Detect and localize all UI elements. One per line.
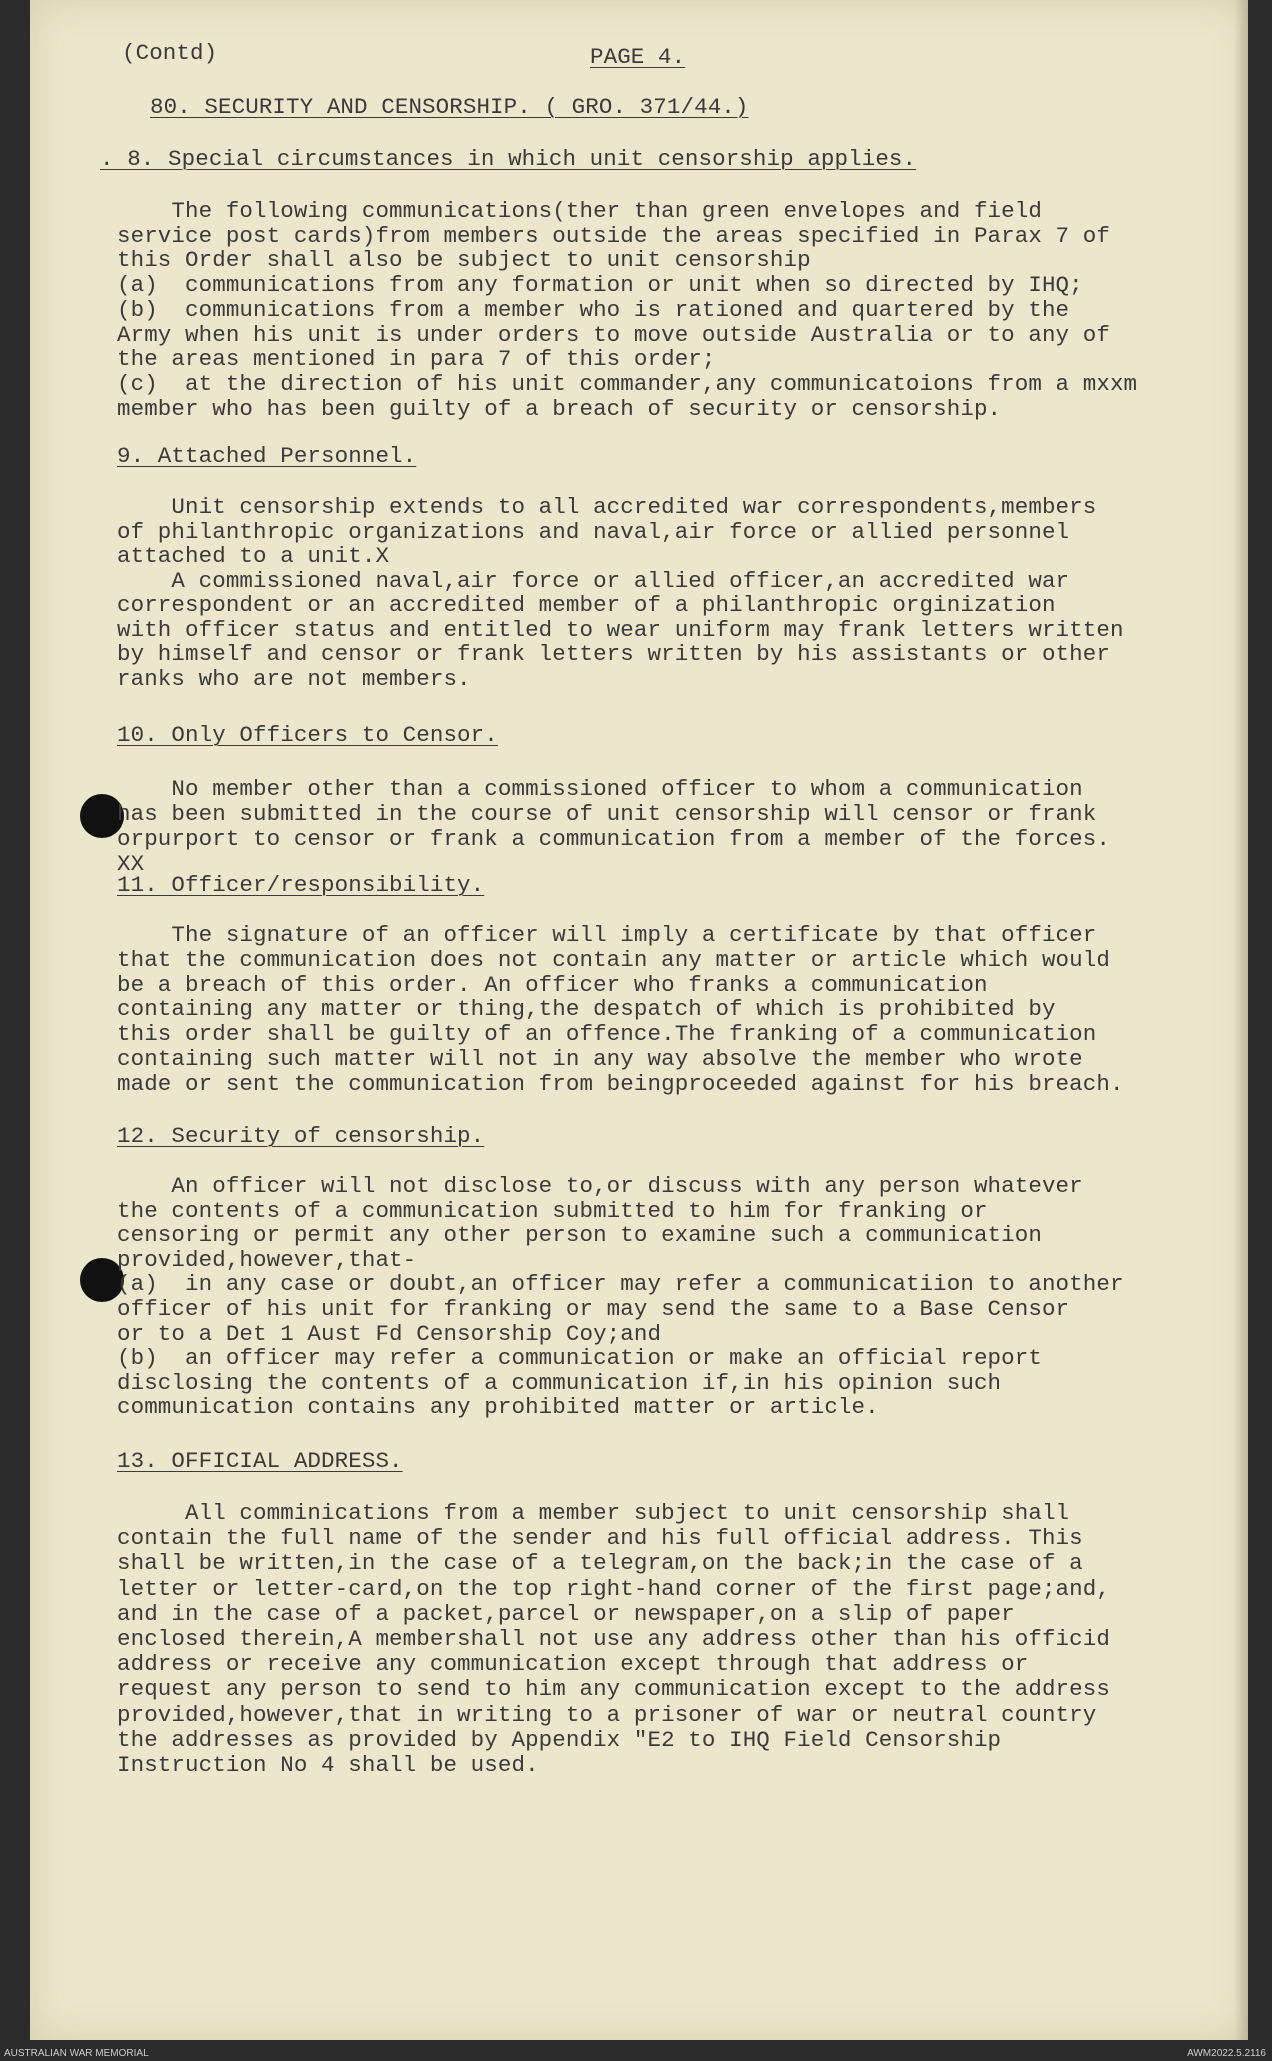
section-1-line: Army when his unit is under orders to move outside Australia or to any of [117,322,1110,348]
section-6-line: shall be written,in the case of a telegram,on the back;in the case of a [117,1550,1083,1576]
section-6-line: the addresses as provided by Appendix "E2 to IHQ Field Censorship [117,1727,1002,1753]
section-4-line: The signature of an officer will imply a certificate by that officer [117,922,1097,948]
section-1-line: this Order shall also be subject to unit censorship [117,247,811,273]
section-5-line: the contents of a communication submitted to him for franking or [117,1198,988,1224]
page-number: PAGE 4. [590,44,686,70]
section-1-line: (c) at the direction of his unit commander,any communicatoions from a mxxm [117,371,1138,397]
section-2-line: A commissioned naval,air force or allied officer,an accredited war [117,568,1070,594]
section-5-line: (a) in any case or doubt,an officer may refer a communicatiion to another [117,1271,1124,1297]
section-6-line: All comminications from a member subject to unit censorship shall [117,1500,1070,1526]
section-3-line: XX [117,851,145,877]
section-4-line: this order shall be guilty of an offence.The franking of a communication [117,1021,1097,1047]
section-5-line: censoring or permit any other person to examine such a communication [117,1222,1042,1248]
section-6-line: provided,however,that in writing to a prisoner of war or neutral country [117,1702,1097,1728]
section-6-line: and in the case of a packet,parcel or newspaper,on a slip of paper [117,1601,1015,1627]
contd-label: (Contd) [122,40,218,66]
section-2-line: by himself and censor or frank letters written by his assistants or other [117,641,1110,667]
section-5-line: communication contains any prohibited matter or article. [117,1394,879,1420]
section-6-line: contain the full name of the sender and his full official address. This [117,1525,1083,1551]
section-heading-4: 11. Officer/responsibility. [117,872,485,898]
section-3-line: orpurport to censor or frank a communication from a member of the forces. [117,826,1110,852]
footer-right: AWM2022.5.2116 [1187,2048,1266,2059]
section-1-line: the areas mentioned in para 7 of this order; [117,346,716,372]
section-6-line: Instruction No 4 shall be used. [117,1752,539,1778]
section-5-line: (b) an officer may refer a communication or make an official report [117,1345,1042,1371]
section-6-line: enclosed therein,A membershall not use any address other than his officid [117,1626,1110,1652]
section-4-line: that the communication does not contain any matter or article which would [117,947,1110,973]
section-1-line: (a) communications from any formation or unit when so directed by IHQ; [117,272,1083,298]
section-1-line: The following communications(ther than green envelopes and field [117,198,1042,224]
section-heading-6: 13. OFFICIAL ADDRESS. [117,1448,403,1474]
section-2-line: of philanthropic organizations and naval,air force or allied personnel [117,519,1070,545]
section-4-line: made or sent the communication from beingproceeded against for his breach. [117,1071,1124,1097]
section-2-line: correspondent or an accredited member of a philanthropic orginization [117,592,1056,618]
footer-left: AUSTRALIAN WAR MEMORIAL [4,2048,149,2059]
section-4-line: be a breach of this order. An officer who franks a communication [117,972,988,998]
section-6-line: request any person to send to him any communication except to the address [117,1676,1110,1702]
section-2-line: ranks who are not members. [117,666,471,692]
section-5-line: provided,however,that- [117,1247,417,1273]
section-2-line: attached to a unit.X [117,543,390,569]
section-4-line: containing such matter will not in any way absolve the member who wrote [117,1046,1083,1072]
section-5-line: disclosing the contents of a communication if,in his opinion such [117,1370,1002,1396]
section-2-line: with officer status and entitled to wear uniform may frank letters written [117,617,1124,643]
section-heading-main: 80. SECURITY AND CENSORSHIP. ( GRO. 371/44.) [150,94,749,120]
section-1-line: (b) communications from a member who is rationed and quartered by the [117,297,1070,323]
section-5-line: or to a Det 1 Aust Fd Censorship Coy;and [117,1321,662,1347]
section-3-line: has been submitted in the course of unit censorship will censor or frank [117,801,1097,827]
section-5-line: officer of his unit for franking or may send the same to a Base Censor [117,1296,1070,1322]
section-5-line: An officer will not disclose to,or discuss with any person whatever [117,1173,1083,1199]
section-2-line: Unit censorship extends to all accredited war correspondents,members [117,494,1097,520]
section-heading-2: 9. Attached Personnel. [117,443,417,469]
section-heading-5: 12. Security of censorship. [117,1123,485,1149]
section-3-line: No member other than a commissioned officer to whom a communication [117,776,1083,802]
section-1-line: service post cards)from members outside the areas specified in Parax 7 of [117,223,1110,249]
section-4-line: containing any matter or thing,the despatch of which is prohibited by [117,996,1056,1022]
section-6-line: letter or letter-card,on the top right-hand corner of the first page;and, [117,1576,1110,1602]
section-heading-1: . 8. Special circumstances in which unit censorship applies. [100,146,917,172]
section-6-line: address or receive any communication except through that address or [117,1651,1029,1677]
section-heading-3: 10. Only Officers to Censor. [117,722,498,748]
section-1-line: member who has been guilty of a breach of security or censorship. [117,396,1002,422]
